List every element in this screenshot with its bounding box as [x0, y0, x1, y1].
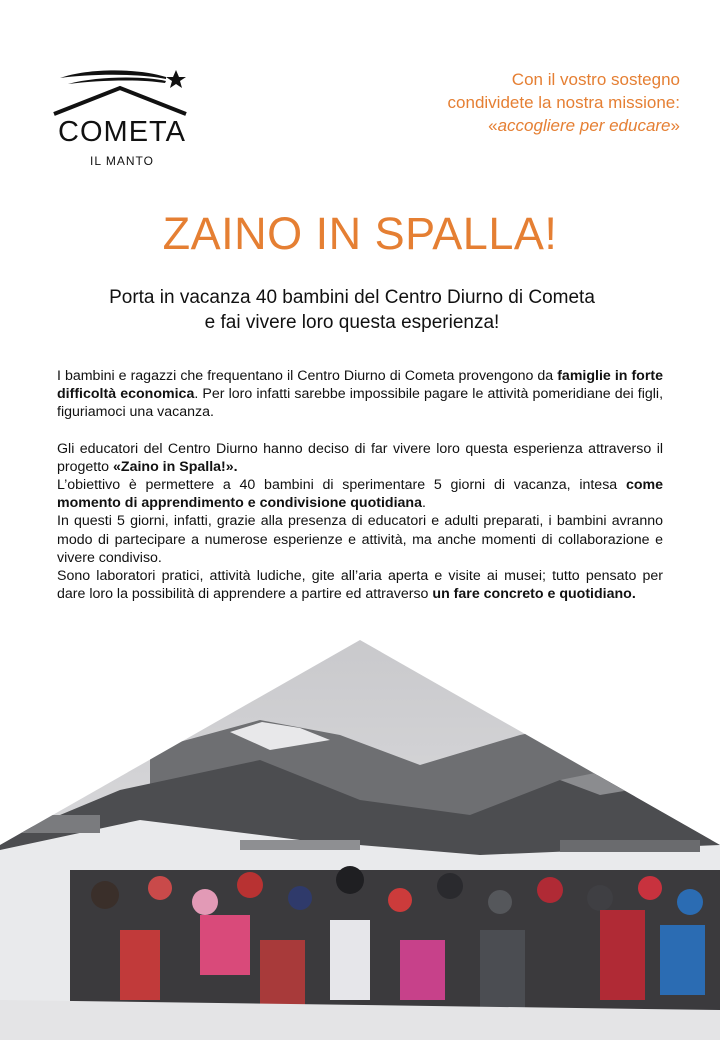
tagline-line-1: Con il vostro sostegno	[511, 70, 680, 89]
group-photo	[0, 640, 720, 1040]
logo-name: COMETA	[58, 116, 186, 148]
cometa-logo	[48, 64, 198, 174]
body-text	[57, 367, 663, 603]
subtitle-line-2: e fai vivere loro questa esperienza!	[204, 312, 500, 333]
text-run-bold: come momento di apprendimento e condivisione quotidiana	[57, 477, 663, 512]
paragraph-4: In questi 5 giorni, infatti, grazie alla presenza di educatori e adulti preparati, i bambini avranno modo di partecipare a numerose esperienze e attività, ma anche momenti di collaborazione e vivere condiviso.	[57, 513, 663, 566]
page-subtitle	[0, 285, 704, 335]
text-run: Sono laboratori pratici, attività ludiche, gite all’aria aperta e visite ai musei; tutto pensato per dare loro la possibilità di apprendere a partire ed attraverso	[57, 568, 663, 603]
page-title: ZAINO IN SPALLA!	[162, 208, 558, 259]
tagline-quote: accogliere per educare	[497, 116, 671, 135]
paragraph-1	[57, 367, 663, 422]
text-run: I bambini e ragazzi che frequentano il Centro Diurno di Cometa provengono da	[57, 368, 558, 384]
text-run-bold: «Zaino in Spalla!».	[113, 458, 238, 475]
paragraph-5	[57, 567, 663, 603]
text-run: Gli educatori del Centro Diurno hanno deciso di far vivere loro questa esperienza attraverso il progetto	[57, 440, 663, 475]
quote-open: «	[488, 116, 498, 135]
text-run-bold: famiglie in forte difficoltà economica	[57, 368, 663, 403]
comet-icon	[48, 64, 198, 124]
subtitle-line-1: Porta in vacanza 40 bambini del Centro Diurno di Cometa	[109, 287, 595, 308]
text-run: .	[421, 495, 426, 512]
text-run: . Per loro infatti sarebbe impossibile pagare le attività pomeridiane dei figli, figuriamoci una vacanza.	[57, 386, 664, 421]
tagline-line-2: condividete la nostra missione:	[447, 93, 680, 112]
tagline-line-3	[360, 114, 680, 137]
tagline	[360, 68, 680, 137]
text-run: L’obiettivo è permettere a 40 bambini di sperimentare 5 giorni di vacanza, intesa	[57, 477, 626, 494]
text-run-bold: un fare concreto e quotidiano.	[432, 586, 636, 603]
logo-subtitle: IL MANTO	[89, 154, 154, 168]
paragraph-2	[57, 440, 663, 476]
quote-close: »	[670, 116, 680, 135]
paragraph-3	[57, 476, 663, 512]
